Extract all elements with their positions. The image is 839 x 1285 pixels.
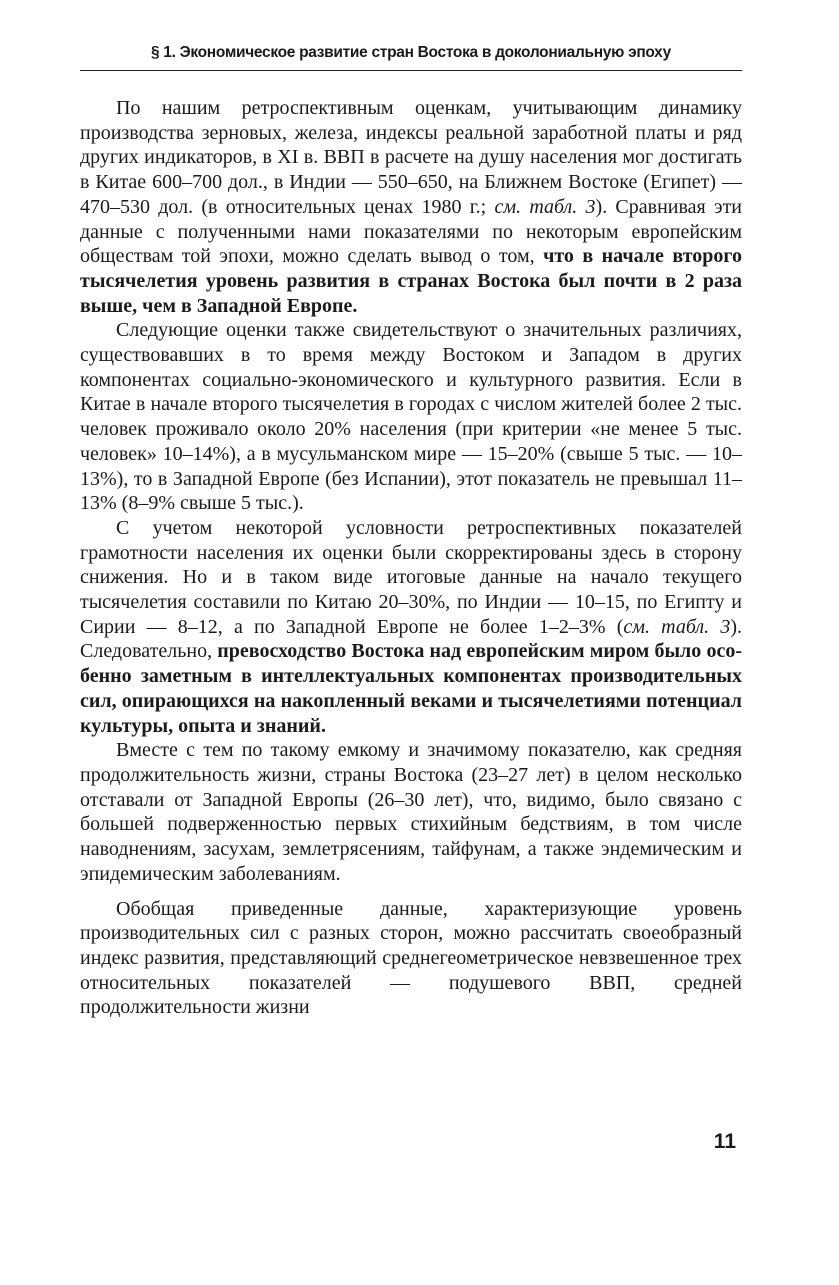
paragraph-3-emphasis: превосходство Востока над европейским миром было особенно заметным в интеллектуальных компонентах производительных сил, опирающихся на накопленный веками и тысячелетиями потенциал культуры, опыта и знаний. [80,640,742,737]
paragraph-2: Следующие оценки также свидетельствуют о значительных различиях, существовавших в то время между Востоком и Западом в других компонентах социально-экономического и культурного развития. Если в Китае в начале второго тысячелетия в городах с числом жителей более 2 тыс. человек проживало около 20% населения (при критерии «не менее 5 тыс. человек» 10–14%), а в мусульманском мире — 15–20% (свыше 5 тыс. — 10–13%), то в Западной Европе (без Испании), этот показатель не превышал 11–13% (8–9% свыше 5 тыс.). [80,319,742,515]
paragraph-4: Вместе с тем по такому емкому и значимому показателю, как средняя продолжительность жизни, страны Востока (23–27 лет) в целом несколько отставали от Западной Европы (26–30 лет), что, видимо, было связано с большей подверженностью первых стихийным бедствиям, в том числе наводнениям, засухам, землетрясениям, тайфунам, а также эндемическим и эпидемическим заболеваниям. [80,739,742,885]
paragraph-3-text-cont: ). Следовательно, [80,615,742,663]
paragraph-1 [80,96,742,318]
table-reference: см. табл. 3 [623,615,731,638]
paragraph-5: Обобщая приведенные данные, характеризующие уровень производительных сил с разных сторон, можно рассчитать своеобразный индекс развития, представляющий среднегеометрическое невзвешенное трех относительных показателей — подушевого ВВП, средней продолжительности жизни [80,897,742,1019]
paragraph-1-text: По нашим ретроспективным оценкам, учитывающим динамику производства зерновых, железа, индексы реальной заработной платы и ряд других индикаторов, в XI в. ВВП в расчете на душу населения мог достигать в Китае 600–700 дол., в Индии — 550–650, на Ближнем Востоке (Египет) — 470–530 дол. (в относительных ценах 1980 г.; [80,97,742,218]
paragraph-1-emphasis: что в начале второго тысячелетия уровень развития в странах Востока был почти в 2 раза выше, чем в Западной Европе. [80,245,742,317]
page-number: 11 [713,1130,736,1153]
paragraph-1-text-cont: ). Сравнивая эти данные с полученными нами показателями по некоторым европейским обществам той эпохи, можно сделать вывод о том, [80,195,743,268]
paragraph-3-text: С учетом некоторой условности ретроспективных показателей грамотности населения их оценки были скорректированы здесь в сторону снижения. Но и в таком виде итоговые данные на начало текущего тысячелетия составили по Китаю 20–30%, по Индии — 10–15, по Египту и Сирии — 8–12, а по Западной Европе не более 1–2–3% ( [80,516,742,638]
running-head: § 1. Экономическое развитие стран Востока в доколониальную эпоху [150,44,672,61]
body-text [80,96,742,1020]
header-rule [80,70,742,71]
paragraph-3 [80,516,742,738]
table-reference: см. табл. 3 [494,195,596,218]
